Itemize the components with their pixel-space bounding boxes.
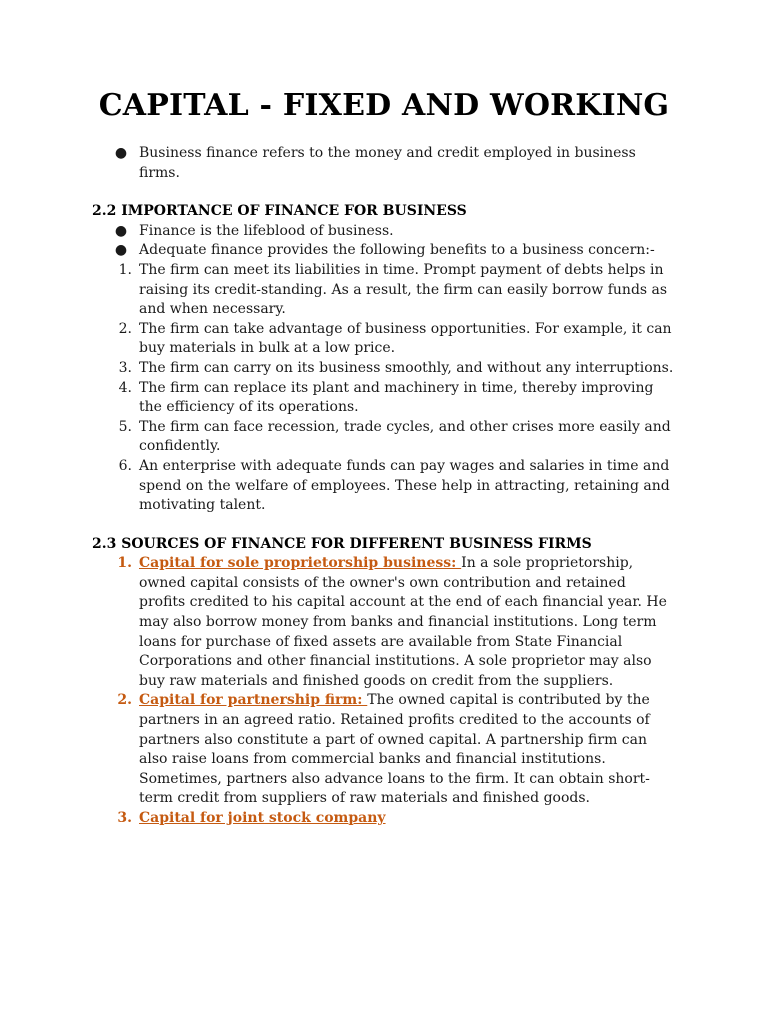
item-text: The firm can replace its plant and machinery in time, thereby improving the efficiency of its operations. bbox=[139, 379, 654, 416]
item-number: 6. bbox=[118, 457, 132, 474]
item-number: 3. bbox=[118, 359, 132, 376]
item-number: 1. bbox=[118, 261, 132, 278]
list-item bbox=[92, 241, 676, 261]
link-sole-proprietorship[interactable]: Capital for sole proprietorship business: bbox=[139, 555, 462, 572]
numbered-item bbox=[92, 379, 676, 418]
item-text: The firm can meet its liabilities in time. Prompt payment of debts helps in raising its credit-standing. As a result, the firm can easily borrow funds as and when necessary. bbox=[139, 261, 668, 318]
item-text: The owned capital is contributed by the partners in an agreed ratio. Retained profits credited to the accounts of partners also constitute a part of owned capital. A partnership firm can also raise loans from commercial banks and financial institutions. Sometimes, partners also advance loans to the firm. It can obtain short-term credit from suppliers of raw materials and finished goods. bbox=[139, 692, 650, 807]
item-number: 2. bbox=[118, 320, 132, 337]
list-item-text: Finance is the lifeblood of business. bbox=[139, 222, 394, 239]
list-item-text: Adequate finance provides the following benefits to a business concern:- bbox=[139, 242, 655, 259]
bullet-icon: ● bbox=[114, 145, 128, 161]
item-number: 4. bbox=[118, 379, 132, 396]
item-text: An enterprise with adequate funds can pay wages and salaries in time and spend on the welfare of employees. These help in attracting, retaining and motivating talent. bbox=[139, 457, 670, 514]
numbered-item bbox=[92, 418, 676, 457]
numbered-item bbox=[92, 809, 676, 829]
numbered-item bbox=[92, 457, 676, 516]
section-heading-2-3: 2.3 SOURCES OF FINANCE FOR DIFFERENT BUSINESS FIRMS bbox=[92, 535, 592, 552]
item-number: 3. bbox=[117, 810, 132, 826]
section-2-2-numbered-list bbox=[92, 261, 676, 516]
item-text: The firm can face recession, trade cycles, and other crises more easily and confidently. bbox=[139, 418, 671, 455]
item-text: The firm can take advantage of business opportunities. For example, it can buy materials in bulk at a low price. bbox=[139, 320, 672, 357]
numbered-item bbox=[92, 320, 676, 359]
item-number: 5. bbox=[118, 418, 132, 435]
section-heading-2-2: 2.2 IMPORTANCE OF FINANCE FOR BUSINESS bbox=[92, 203, 467, 220]
section-2-2-bullets bbox=[92, 222, 676, 261]
item-text: In a sole proprietorship, owned capital consists of the owner's own contribution and retained profits credited to his capital account at the end of each financial year. He may also borrow money from banks and financial institutions. Long term loans for purchase of fixed assets are available from State Financial Corporations and other financial institutions. A sole proprietor may also buy raw materials and finished goods on credit from the suppliers. bbox=[139, 555, 667, 689]
numbered-item bbox=[92, 691, 676, 809]
item-number: 1. bbox=[117, 555, 132, 572]
numbered-item bbox=[92, 261, 676, 320]
item-number: 2. bbox=[117, 692, 132, 709]
intro-bullet-list bbox=[92, 144, 676, 183]
list-item bbox=[92, 144, 676, 183]
numbered-item bbox=[92, 554, 676, 691]
document-title: CAPITAL - FIXED AND WORKING bbox=[98, 88, 670, 123]
item-text: The firm can carry on its business smoothly, and without any interruptions. bbox=[139, 359, 674, 376]
list-item-text: Business finance refers to the money and credit employed in business firms. bbox=[139, 145, 636, 181]
link-joint-stock-company[interactable]: Capital for joint stock company bbox=[139, 810, 386, 826]
bullet-icon: ● bbox=[114, 222, 128, 239]
link-partnership-firm[interactable]: Capital for partnership firm: bbox=[139, 692, 368, 709]
list-item bbox=[92, 222, 676, 242]
bullet-icon: ● bbox=[114, 242, 128, 259]
numbered-item bbox=[92, 359, 676, 379]
section-2-3-numbered-list bbox=[92, 554, 676, 828]
